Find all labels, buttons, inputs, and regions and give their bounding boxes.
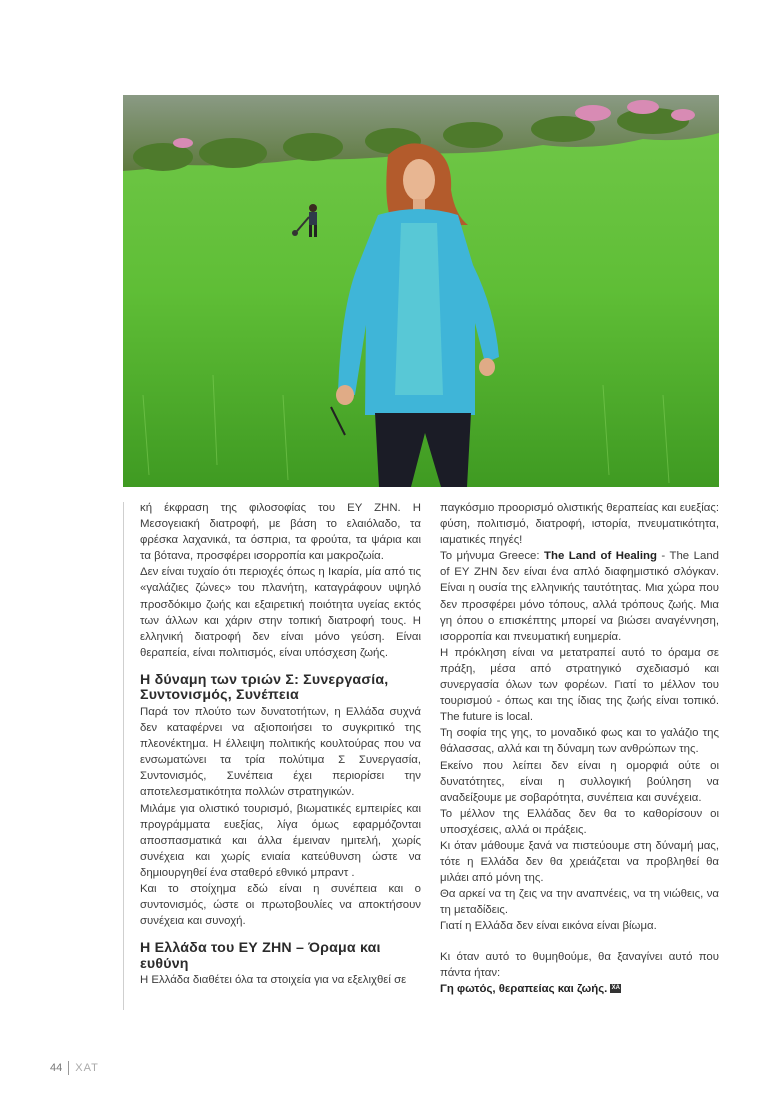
- paragraph: Η Ελλάδα διαθέτει όλα τα στοιχεία για να εξελιχθεί σε: [140, 974, 407, 987]
- hero-photo: [123, 95, 719, 487]
- paragraph: κή έκφραση της φιλοσοφίας του ΕΥ ΖΗΝ. Η Μεσογειακή διατροφή, με βάση το ελαιόλαδο, τα φρέσκα λαχανικά, τα όσπρια, τα φρούτα, τα ψάρια και τα βότανα, προσφέρει ισορροπία και μακροζωία.: [140, 502, 421, 563]
- spacer: [440, 935, 719, 949]
- paragraph: [440, 548, 719, 645]
- left-column: [140, 500, 421, 988]
- section-heading: Η Ελλάδα του ΕΥ ΖΗΝ – Όραμα και ευθύνη: [140, 940, 381, 972]
- paragraph: Εκείνο που λείπει δεν είναι η ομορφιά ούτε οι δυνατότητες, είναι η συλλογική βούληση να αναδείξουμε με σοβαρότητα, συνέπεια και συνέχεια.: [440, 759, 719, 804]
- column-divider: [123, 502, 124, 1010]
- paragraph: Η πρόκληση είναι να μετατραπεί αυτό το όραμα σε πράξη, μέσα από στρατηγικό σχεδιασμό και συνεργασία όλων των φορέων. Γιατί το μέλλον του τουρισμού - όπως και της ίδιας της ζωής είναι τοπικό. The future is local.: [440, 646, 719, 724]
- magazine-name: ΧΑΤ: [75, 1062, 99, 1074]
- paragraph: Κι όταν αυτό το θυμηθούμε, θα ξαναγίνει αυτό που πάντα ήταν:: [440, 950, 719, 979]
- right-column: [440, 500, 719, 997]
- section-heading: Η δύναμη των τριών Σ: Συνεργασία, Συντονισμός, Συνέπεια: [140, 671, 389, 704]
- paragraph: Το μέλλον της Ελλάδας δεν θα το καθορίσουν οι υποσχέσεις, αλλά οι πράξεις.: [440, 807, 719, 836]
- paragraph: Και το στοίχημα εδώ είναι η συνέπεια και ο συντονισμός, ώστε οι πρωτοβουλίες να αποκτήσουν συνέχεια και συνοχή.: [140, 882, 421, 928]
- closing-text: Γη φωτός, θεραπείας και ζωής.: [440, 982, 608, 995]
- paragraph: Γιατί η Ελλάδα δεν είναι εικόνα είναι βίωμα.: [440, 920, 657, 933]
- closing-line: [440, 981, 719, 997]
- paragraph: Δεν είναι τυχαίο ότι περιοχές όπως η Ικαρία, μία από τις «γαλάζιες ζώνες» του πλανήτη, καταγράφουν υψηλό προσδόκιμο ζωής και εξαιρετική ποιότητα υγείας εκτός των άλλων και χάριν στην τοπική διατροφή τους. Η ελληνική διατροφή δεν είναι μόνο γεύση. Είναι θεραπεία, είναι πολιτισμός, είναι υπόσχεση ζωής.: [140, 566, 421, 659]
- field-illustration: [123, 95, 719, 487]
- page-footer: [50, 1061, 99, 1075]
- paragraph: Τη σοφία της γης, το μοναδικό φως και το γαλάζιο της θάλασσας, αλλά και τη δύναμη των ανθρώπων της.: [440, 727, 719, 756]
- paragraph: Παρά τον πλούτο των δυνατοτήτων, η Ελλάδα συχνά δεν καταφέρνει να αξιοποιήσει το συγκριτικό της πλεονέκτημα. Η έλλειψη πολιτικής κουλτούρας που να ενσωματώνει τα τρία πολύτιμα Σ Συνεργασία, Συντονισμός, Συνέπεια έχει περιορίσει την αποτελεσματικότητα πολλών στρατηγικών.: [140, 705, 421, 799]
- text: Το μήνυμα Greece:: [440, 550, 545, 563]
- paragraph: Κι όταν μάθουμε ξανά να πιστεύουμε στη δύναμή μας, τότε η Ελλάδα δεν θα χρειάζεται να προβληθεί θα μιλάει από μόνη της.: [440, 839, 719, 885]
- paragraph: Θα αρκεί να τη ζεις να την αναπνέεις, να τη νιώθεις, να τη μεταδίδεις.: [440, 888, 719, 917]
- end-mark-icon: ΧΑ: [611, 985, 620, 992]
- paragraph: παγκόσμιο προορισμό ολιστικής θεραπείας και ευεξίας: φύση, πολιτισμό, διατροφή, ιστορία, πνευματικότητα, ιαματικές πηγές!: [440, 502, 719, 547]
- footer-divider: [68, 1061, 69, 1075]
- paragraph: Μιλάμε για ολιστικό τουρισμό, βιωματικές εμπειρίες και προγράμματα ευεξίας, λίγα όμως εφαρμόζονται αποσπασματικά και άλλα έμειναν ημιτελή, χωρίς συνέχεια και χωρίς ενιαία κατεύθυνση ώστε να δημιουργηθεί ένα σταθερό εθνικό μπραντ .: [140, 802, 421, 879]
- text: - The Land of ΕΥ ΖΗΝ δεν είναι ένα απλό διαφημιστικό σλόγκαν. Είναι η ουσία της ελληνικής ταυτότητας. Μια χώρα που δεν προσφέρει μόνο τόπους, αλλά τρόπους ζωής. Μια γη όπου ο επισκέπτης μπορεί να βιώσει αναγέννηση, ισορροπία και πνευματική ευημερία.: [440, 550, 719, 643]
- page-number: 44: [50, 1062, 63, 1074]
- slogan: The Land of Healing: [544, 550, 657, 563]
